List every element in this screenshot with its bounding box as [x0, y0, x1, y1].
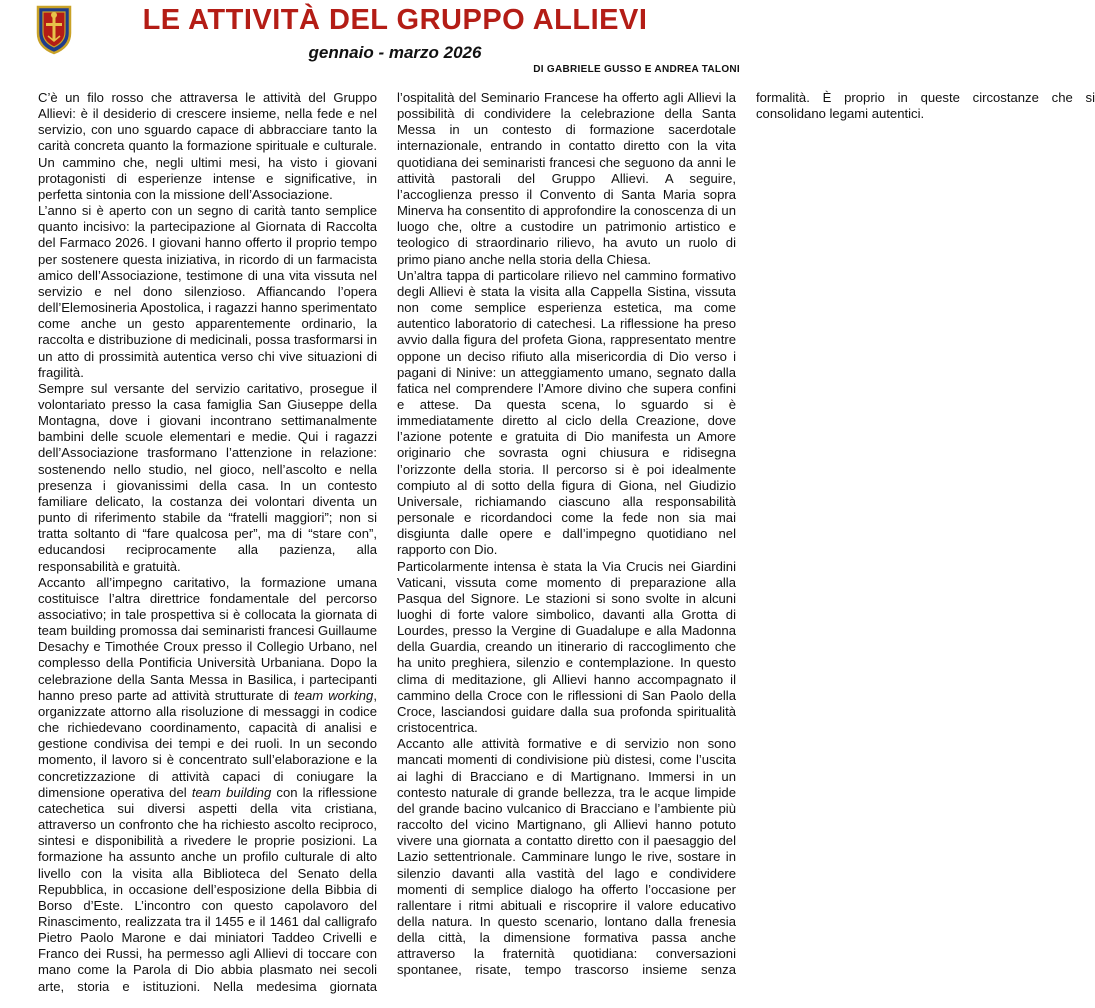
header [0, 0, 750, 82]
byline: DI GABRIELE GUSSO E ANDREA TALONI [533, 64, 740, 75]
issue-date: gennaio - marzo 2026 [308, 43, 482, 62]
emphasis-term: team working [294, 687, 374, 703]
paragraph-text: Accanto all’impegno caritativo, la formazione umana costituisce l’altra direttrice fondamentale del percorso associativo; in tale prospettiva si è collocata la giornata di team building promossa dai seminaristi francesi Guillaume Desachy e Timothée Croux presso il Collegio Urbano, nel complesso della Pontificia Università Urbaniana. Dopo la celebrazione della Santa Messa in Basilica, i partecipanti hanno preso parte ad attività strutturate di [38, 574, 377, 703]
paragraph-text: con la riflessione catechetica sui diversi aspetti della vita cristiana, attraverso un confronto che ha richiesto ascolto reciproco, sintesi e disponibilità a rivedere le proprie posizioni. La formazione ha assunto anche un profilo culturale di alto livello con la visita alla Biblioteca del Senato della Repubblica, in occasione dell’esposizione della Bibbia di Borso d’Este. L’incontro con questo capolavoro del Rinascimento, realizzata tra il 1455 e il 1461 dal calligrafo Pietro Paolo Marone e dai miniatori Taddeo Crivelli e Franco dei Russi, ha permesso agli Allievi di toccare con mano come la Parola di Dio abbia plasmato nei secoli arte, storia e istituzioni. Nella medesima giornata l’ospitalità del Seminario Francese ha offerto agli Allievi la possibilità di condividere la celebrazione della Santa Messa in un contesto di formazione sacerdotale internazionale, entrando in contatto diretto con la vita quotidiana dei seminaristi francesi che seguono da anni le attività pastorali del Gruppo Allievi. A seguire, l’accoglienza presso il Convento di Santa Maria sopra Minerva ha consentito di approfondire la conoscenza di un luogo che, oltre a custodire un patrimonio artistico e teologico di straordinario rilievo, ha avuto un ruolo di primo piano anche nella storia della Chiesa. [38, 90, 736, 994]
paragraph: C’è un filo rosso che attraversa le attività del Gruppo Allievi: è il desiderio di crescere insieme, nella fede e nel servizio, con uno sguardo capace di abbracciare tanto la carità concreta quanto la formazione spirituale e culturale. Un cammino che, negli ultimi mesi, ha visto i giovani protagonisti di esperienze intense e significative, in perfetta sintonia con la missione dell’Associazione. [38, 90, 377, 202]
paragraph-text: , organizzate attorno alla risoluzione di messaggi in codice che richiedevano coordinamento, capacità di analisi e gestione condivisa dei tempi e dei ruoli. In un secondo momento, il lavoro si è concentrato sull’elaborazione e la concretizzazione di attività capaci di coniugare la dimensione operativa del [38, 687, 377, 800]
emphasis-term: team building [191, 784, 272, 800]
paragraph: Sempre sul versante del servizio caritativo, prosegue il volontariato presso la casa famiglia San Giuseppe della Montagna, dove i giovani incontrano settimanalmente bambini delle scuole elementari e medie. Qui i ragazzi dell’Associazione trasformano l’attenzione in relazione: sostenendo nello studio, nel gioco, nell’ascolto e nella presenza i giovanissimi della casa. In un contesto familiare delicato, la costanza dei volontari diventa un punto di riferimento stabile da “fratelli maggiori”; non si tratta soltanto di “fare qualcosa per”, ma di “stare con”, educandosi reciprocamente alla pazienza, alla responsabilità e gratuità. [38, 380, 377, 574]
article-body [38, 90, 1095, 1004]
paragraph: L’anno si è aperto con un segno di carità tanto semplice quanto incisivo: la partecipazione al Giornata di Raccolta del Farmaco 2026. I giovani hanno offerto il proprio tempo per sostenere questa iniziativa, in ricordo di un farmacista amico dell’Associazione, testimone di una vita vissuta nel servizio e nel dono silenzioso. Affiancando l’opera dell’Elemosineria Apostolica, i ragazzi hanno sperimentato come anche un gesto apparentemente ordinario, la raccolta e distribuzione di medicinali, possa trasformarsi in un atto di prossimità autentica verso chi vive situazioni di fragilità. [38, 203, 377, 380]
paragraph: Accanto alle attività formative e di servizio non sono mancati momenti di condivisione più distesi, come l’uscita ai laghi di Bracciano e di Martignano. Immersi in un contesto naturale di grande bellezza, tra le acque limpide del grande bacino vulcanico di Bracciano e l’ambiente più raccolto del vicino Martignano, gli Allievi hanno potuto vivere una giornata a contatto diretto con il paesaggio del Lazio settentrionale. Camminare lungo le rive, sostare in silenzio davanti alla vastità del lago e condividere momenti di semplice dialogo ha offerto l’occasione per rallentare i ritmi abituali e riscoprire il valore educativo della natura. In questo scenario, lontano dalla frenesia della città, la dimensione formativa passa anche attraverso la fraternità quotidiana: conversazioni spontanee, risate, tempo trascorso insieme senza formalità. È proprio in queste circostanze che si consolidano legami autentici. [397, 90, 1095, 978]
paragraph: Particolarmente intensa è stata la Via Crucis nei Giardini Vaticani, vissuta come momento di preparazione alla Pasqua del Signore. Le stazioni si sono svolte in alcuni luoghi di forte valore simbolico, davanti alla Grotta di Lourdes, presso la Vergine di Guadalupe e alla Madonna della Guardia, creando un itinerario di raccoglimento che ha unito preghiera, silenzio e contemplazione. In questo clima di meditazione, gli Allievi hanno accompagnato il cammino della Croce con le riflessioni di San Paolo della Croce, lasciandosi guidare dalla sua profonda spiritualità cristocentrica. [397, 558, 736, 736]
page-title: LE ATTIVITÀ DEL GRUPPO ALLIEVI [142, 4, 648, 36]
paragraph: Un’altra tappa di particolare rilievo nel cammino formativo degli Allievi è stata la visita alla Cappella Sistina, vissuta non come semplice esperienza estetica, ma come autentico laboratorio di catechesi. La riflessione ha preso avvio dalla figura del profeta Giona, rappresentato mentre oppone un deciso rifiuto alla misericordia di Dio verso i pagani di Ninive: un atteggiamento umano, segnato dalla fatica nel comprendere l’Amore divino che supera confini e attese. Da questa scena, lo sguardo si è immediatamente diretto al ciclo della Creazione, dove l’azione potente e gratuita di Dio manifesta un Amore originario che sovrasta ogni chiusura e ridisegna l’orizzonte della storia. Il percorso si è poi idealmente compiuto al di sotto della figura di Giona, nel Giudizio Universale, richiamando ciascuno alla responsabilità personale e ricordandoci come la fede non sia mai disgiunta dalle opere e dall’impegno quotidiano nel rapporto con Dio. [397, 267, 736, 558]
